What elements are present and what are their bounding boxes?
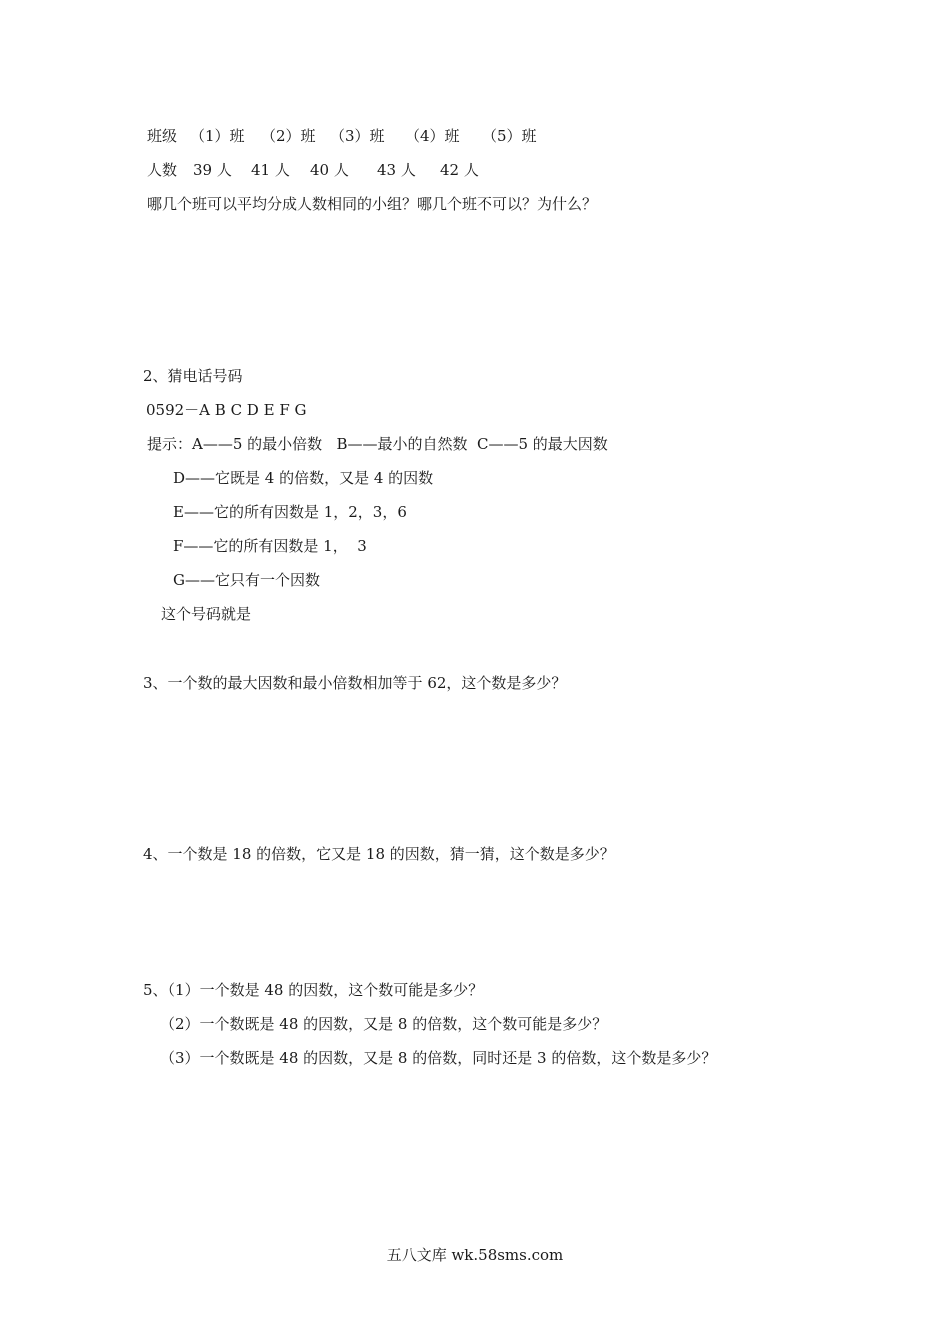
- table-class-4: （4）班: [405, 127, 460, 145]
- phone-number-pattern: 0592－A B C D E F G: [146, 401, 307, 419]
- question-5-part-1: 5、（1）一个数是 48 的因数，这个数可能是多少？: [143, 981, 484, 999]
- question-1-text: 哪几个班可以平均分成人数相同的小组？哪几个班不可以？为什么？: [147, 195, 598, 213]
- hint-g: G——它只有一个因数: [173, 571, 320, 589]
- question-5-part-2: （2）一个数既是 48 的因数，又是 8 的倍数，这个数可能是多少？: [160, 1015, 608, 1033]
- answer-prompt: 这个号码就是: [161, 605, 252, 623]
- table-header-label: 班级: [147, 127, 178, 145]
- table-class-5: （5）班: [482, 127, 537, 145]
- hint-line-abc: 提示：A——5 的最小倍数 B——最小的自然数 C——5 的最大因数: [147, 435, 608, 453]
- table-class-1: （1）班: [190, 127, 245, 145]
- question-2-title: 2、猜电话号码: [143, 367, 243, 385]
- table-count-5: 42 人: [440, 161, 479, 179]
- table-count-4: 43 人: [377, 161, 416, 179]
- hint-e: E——它的所有因数是 1，2，3，6: [173, 503, 407, 521]
- table-count-1: 39 人: [193, 161, 232, 179]
- question-4-text: 4、一个数是 18 的倍数，它又是 18 的因数，猜一猜，这个数是多少？: [143, 845, 615, 863]
- question-3-text: 3、一个数的最大因数和最小倍数相加等于 62，这个数是多少？: [143, 674, 567, 692]
- hint-f: F——它的所有因数是 1， 3: [173, 537, 367, 555]
- table-count-label: 人数: [147, 161, 178, 179]
- footer-watermark: 五八文库 wk.58sms.com: [386, 1246, 564, 1264]
- table-count-2: 41 人: [251, 161, 290, 179]
- table-count-3: 40 人: [310, 161, 349, 179]
- question-5-part-3: （3）一个数既是 48 的因数，又是 8 的倍数，同时还是 3 的倍数，这个数是多少？: [160, 1049, 717, 1067]
- table-class-2: （2）班: [261, 127, 316, 145]
- table-class-3: （3）班: [330, 127, 385, 145]
- hint-d: D——它既是 4 的倍数，又是 4 的因数: [173, 469, 434, 487]
